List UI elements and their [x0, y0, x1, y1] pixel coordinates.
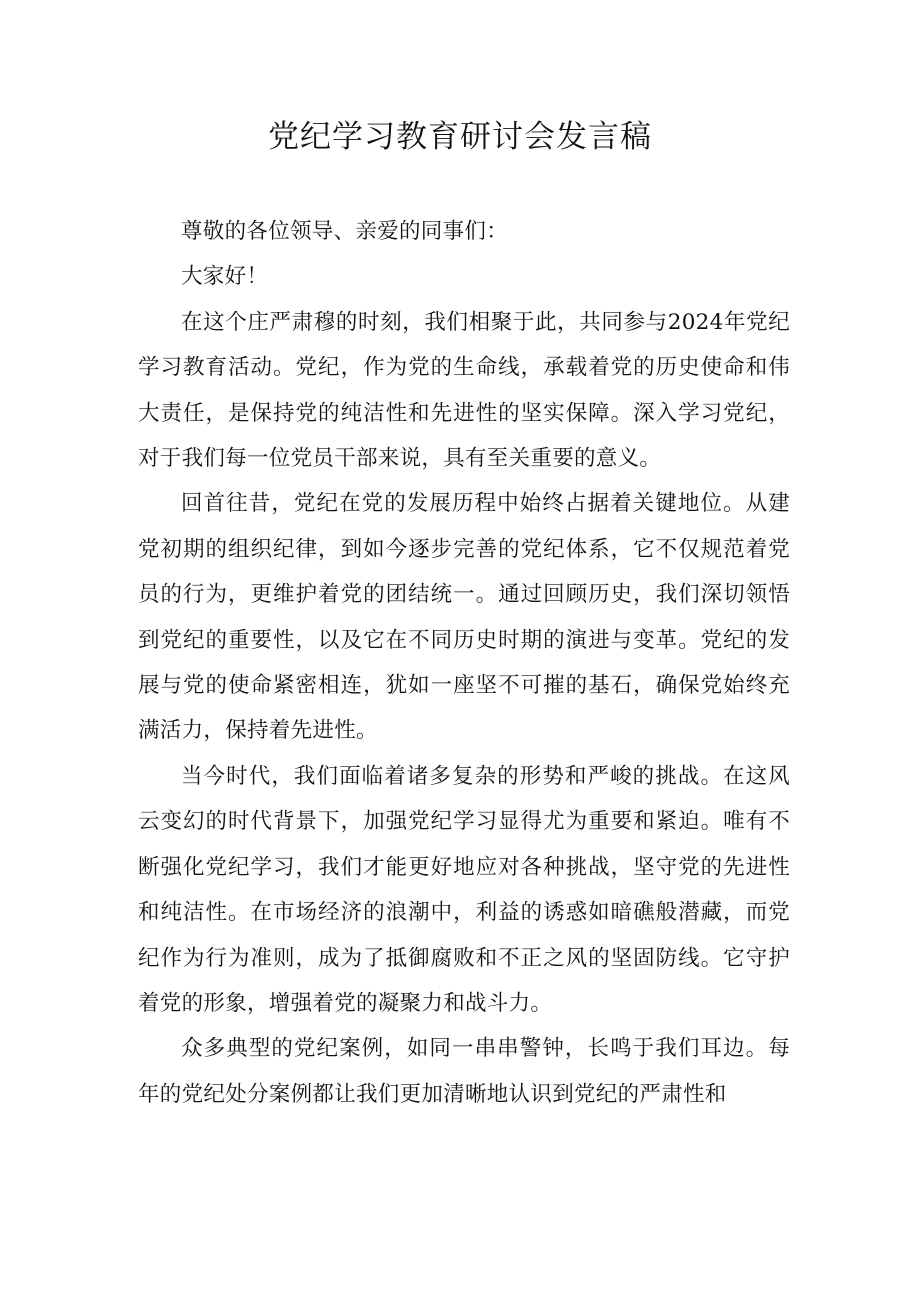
document-body: [138, 209, 790, 1117]
document-title: 党纪学习教育研讨会发言稿: [268, 119, 652, 155]
paragraph: 众多典型的党纪案例，如同一串串警钟，长鸣于我们耳边。每年的党纪处分案例都让我们更加清晰地认识到党纪的严肃性和: [138, 1036, 790, 1107]
greeting: 大家好！: [181, 264, 269, 290]
paragraph: 在这个庄严肃穆的时刻，我们相聚于此，共同参与2024年党纪学习教育活动。党纪，作为党的生命线，承载着党的历史使命和伟大责任，是保持党的纯洁性和先进性的坚实保障。深入学习党纪，对于我们每一位党员干部来说，具有至关重要的意义。: [138, 309, 790, 472]
salutation: 尊敬的各位领导、亲爱的同事们：: [181, 219, 509, 244]
paragraph: 当今时代，我们面临着诸多复杂的形势和严峻的挑战。在这风云变幻的时代背景下，加强党纪学习显得尤为重要和紧迫。唯有不断强化党纪学习，我们才能更好地应对各种挑战，坚守党的先进性和纯洁性。在市场经济的浪潮中，利益的诱惑如暗礁般潜藏，而党纪作为行为准则，成为了抵御腐败和不正之风的坚固防线。它守护着党的形象，增强着党的凝聚力和战斗力。: [138, 763, 790, 1016]
paragraph: 回首往昔，党纪在党的发展历程中始终占据着关键地位。从建党初期的组织纪律，到如今逐步完善的党纪体系，它不仅规范着党员的行为，更维护着党的团结统一。通过回顾历史，我们深切领悟到党纪的重要性，以及它在不同历史时期的演进与变革。党纪的发展与党的使命紧密相连，犹如一座坚不可摧的基石，确保党始终充满活力，保持着先进性。: [138, 491, 790, 744]
